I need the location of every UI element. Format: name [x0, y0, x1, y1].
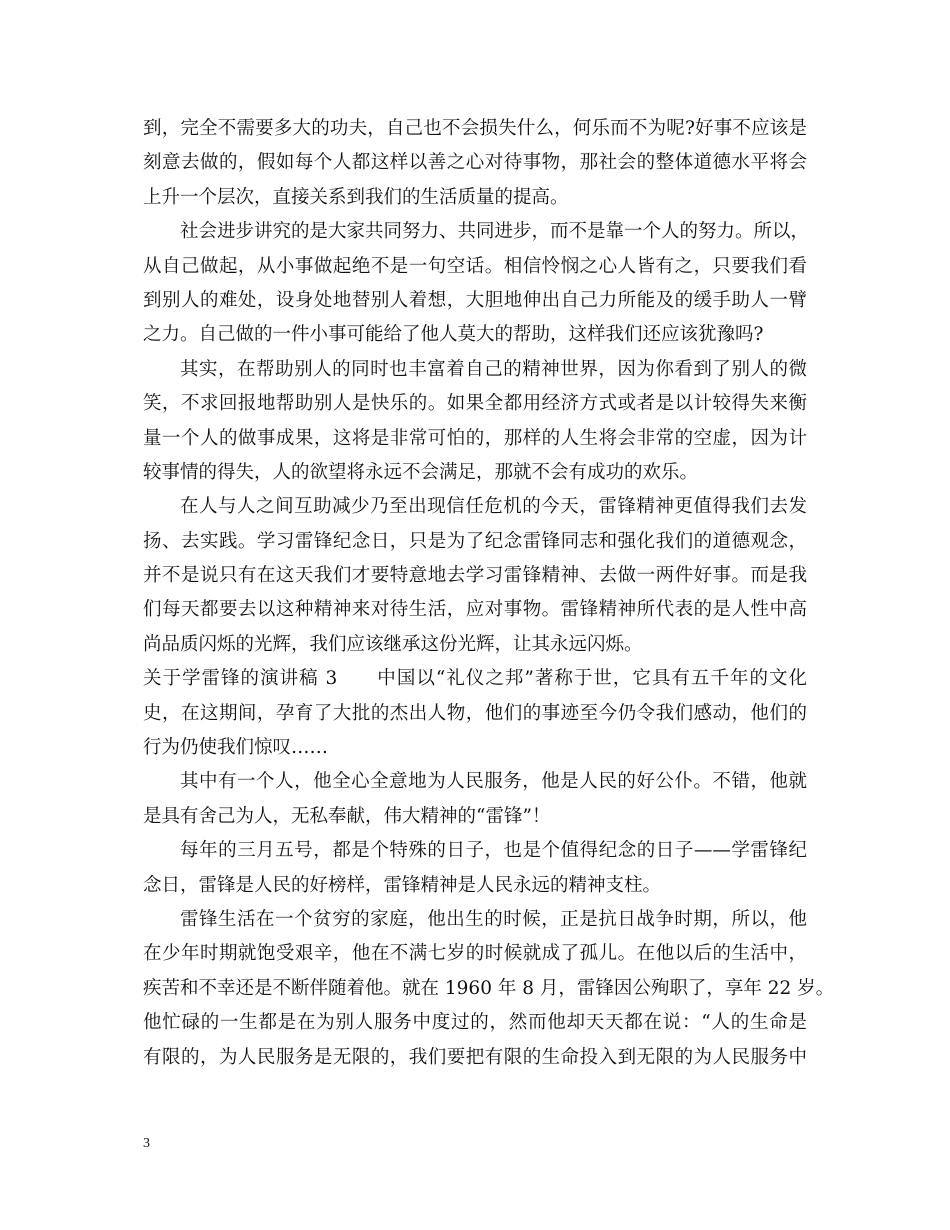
- text-line: 们每天都要去以这种精神来对待生活，应对事物。雷锋精神所代表的是人性中高: [143, 599, 807, 621]
- section-heading-line: 关于学雷锋的演讲稿 3 中国以“礼仪之邦”著称于世，它具有五千年的文化: [143, 668, 807, 690]
- text-line: 之力。自己做的一件小事可能给了他人莫大的帮助，这样我们还应该犹豫吗?: [143, 324, 764, 346]
- text-line: 尚品质闪烁的光辉，我们应该继承这份光辉，让其永远闪烁。: [143, 633, 643, 655]
- text-line: 念日，雷锋是人民的好榜样，雷锋精神是人民永远的精神支柱。: [143, 874, 662, 896]
- paragraph-first-line: 其中有一个人，他全心全意地为人民服务，他是人民的好公仆。不错，他就: [180, 771, 807, 793]
- text-line: 笑，不求回报地帮助别人是快乐的。如果全都用经济方式或者是以计较得失来衡: [143, 393, 807, 415]
- text-line: 量一个人的做事成果，这将是非常可怕的，那样的人生将会非常的空虚，因为计: [143, 427, 807, 449]
- paragraph-first-line: 社会进步讲究的是大家共同努力、共同进步，而不是靠一个人的努力。所以，: [180, 221, 810, 243]
- paragraph-first-line: 每年的三月五号，都是个特殊的日子，也是个值得纪念的日子——学雷锋纪: [180, 840, 807, 862]
- text-line: 扬、去实践。学习雷锋纪念日，只是为了纪念雷锋同志和强化我们的道德观念，: [143, 530, 807, 552]
- paragraph-first-line: 其实，在帮助别人的同时也丰富着自己的精神世界，因为你看到了别人的微: [180, 358, 807, 380]
- text-line: 史，在这期间，孕育了大批的杰出人物，他们的事迹至今仍令我们感动，他们的: [143, 702, 807, 724]
- text-line: 到别人的难处，设身处地替别人着想，大胆地伸出自己力所能及的缓手助人一臂: [143, 289, 807, 311]
- text-line: 行为仍使我们惊叹……: [143, 737, 329, 759]
- text-line: 刻意去做的，假如每个人都这样以善之心对待事物，那社会的整体道德水平将会: [143, 152, 807, 174]
- text-line: 上升一个层次，直接关系到我们的生活质量的提高。: [143, 186, 569, 208]
- text-line: 有限的，为人民服务是无限的，我们要把有限的生命投入到无限的为人民服务中: [143, 1046, 807, 1068]
- text-line: 并不是说只有在这天我们才要特意地去学习雷锋精神、去做一两件好事。而是我: [143, 565, 807, 587]
- text-line: 是具有舍己为人，无私奉献，伟大精神的“雷锋”！: [143, 805, 551, 827]
- text-line: 较事情的得失，人的欲望将永远不会满足，那就不会有成功的欢乐。: [143, 461, 699, 483]
- text-line: 从自己做起，从小事做起绝不是一句空话。相信怜悯之心人皆有之，只要我们看: [143, 255, 807, 277]
- text-line: 疾苦和不幸还是不断伴随着他。就在 1960 年 8 月，雷锋因公殉职了，享年 22 岁。: [143, 977, 835, 999]
- text-line: 在少年时期就饱受艰辛，他在不满七岁的时候就成了孤儿。在他以后的生活中，: [143, 943, 807, 965]
- document-body: [143, 112, 835, 1075]
- paragraph-first-line: 在人与人之间互助减少乃至出现信任危机的今天，雷锋精神更值得我们去发: [180, 496, 807, 518]
- paragraph-first-line: 雷锋生活在一个贫穷的家庭，他出生的时候，正是抗日战争时期，所以，他: [180, 908, 807, 930]
- page-number: 3: [143, 1136, 150, 1151]
- text-line: 他忙碌的一生都是在为别人服务中度过的，然而他却天天都在说：“人的生命是: [143, 1012, 807, 1034]
- text-line: 到，完全不需要多大的功夫，自己也不会损失什么，何乐而不为呢?好事不应该是: [143, 118, 807, 139]
